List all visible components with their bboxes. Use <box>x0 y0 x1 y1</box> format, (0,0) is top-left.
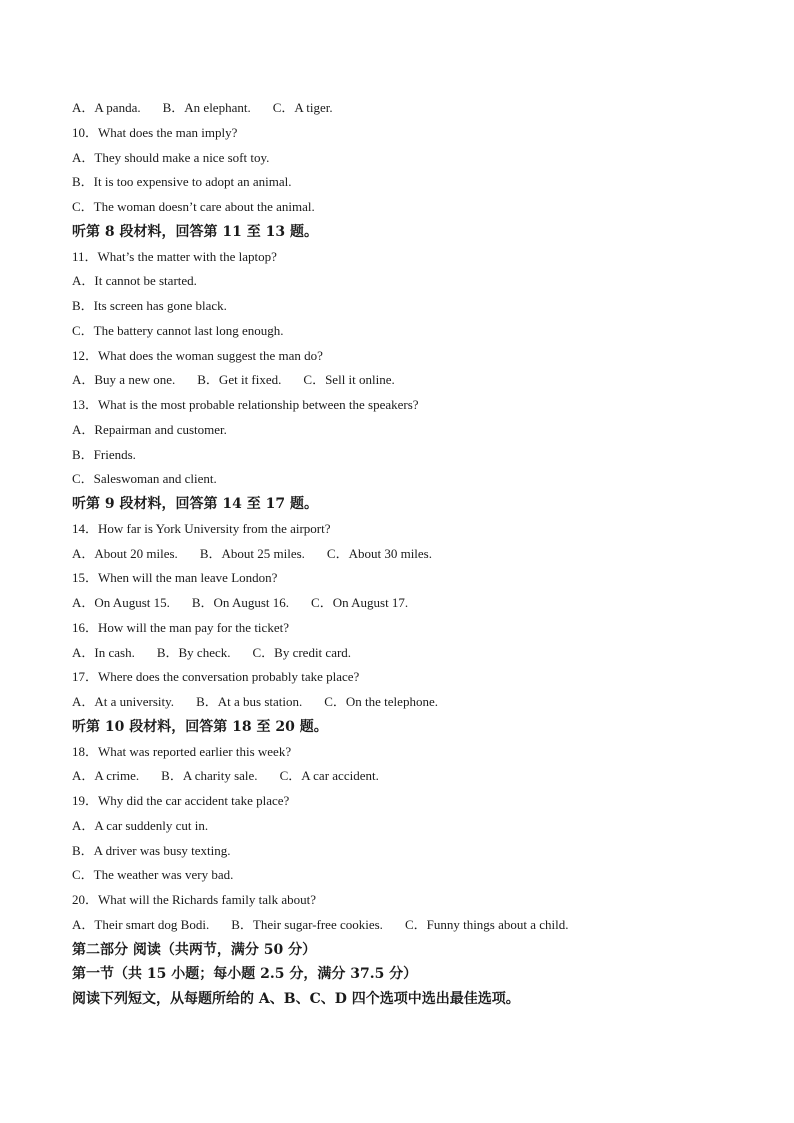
question-line: C．The battery cannot last long enough. <box>72 322 284 338</box>
question-line: 19．Why did the car accident take place? <box>72 793 290 808</box>
option-row <box>72 591 732 616</box>
section-heading: 第一节（共 15 小题；每小题 2.5 分，满分 37.5 分） <box>72 966 418 983</box>
answer-option: B．About 25 miles. <box>199 545 305 561</box>
answer-option: B．At a bus station. <box>196 694 303 709</box>
question-line: 13．What is the most probable relationship between the speakers? <box>72 397 419 412</box>
question-line: 15．When will the man leave London? <box>72 570 278 586</box>
section-heading: 第二部分 阅读（共两节，满分 50 分） <box>72 941 317 958</box>
section-heading: 听第 10 段材料，回答第 18 至 20 题。 <box>72 718 328 735</box>
answer-option: C．A car accident. <box>279 768 379 784</box>
answer-option: A．A panda. <box>72 100 141 115</box>
answer-option: A．At a university. <box>72 694 175 709</box>
question-line: B．Friends. <box>72 446 136 462</box>
section-heading: 听第 8 段材料，回答第 11 至 13 题。 <box>72 223 318 240</box>
question-line: B．Its screen has gone black. <box>72 298 227 313</box>
question-line: A．A car suddenly cut in. <box>72 817 209 833</box>
answer-option: C．Funny things about a child. <box>404 916 569 932</box>
answer-option: A．On August 15. <box>72 595 170 610</box>
exam-page <box>72 96 732 1012</box>
question-line: A．They should make a nice soft toy. <box>72 149 270 165</box>
question-line: A．Repairman and customer. <box>72 421 227 437</box>
question-line: 14．How far is York University from the airport? <box>72 520 331 536</box>
answer-option: C．On the telephone. <box>324 694 438 709</box>
answer-option: B．On August 16. <box>191 595 290 610</box>
answer-option: B．An elephant. <box>162 100 251 115</box>
question-line: 12．What does the woman suggest the man do? <box>72 347 323 363</box>
question-line: 10．What does the man imply? <box>72 124 238 140</box>
answer-option: C．About 30 miles. <box>326 545 432 561</box>
answer-option: C．On August 17. <box>311 595 409 610</box>
section-heading: 阅读下列短文，从每题所给的 A、B、C、D 四个选项中选出最佳选项。 <box>72 991 520 1007</box>
answer-option: C．By credit card. <box>252 644 352 660</box>
question-line: 18．What was reported earlier this week? <box>72 743 292 759</box>
question-line: B．A driver was busy texting. <box>72 842 231 858</box>
option-row <box>72 764 732 789</box>
option-row <box>72 690 732 715</box>
question-line: 11．What’s the matter with the laptop? <box>72 248 277 264</box>
question-line: C．Saleswoman and client. <box>72 471 217 487</box>
question-line: C．The weather was very bad. <box>72 867 234 883</box>
answer-option: A．Buy a new one. <box>72 372 176 388</box>
question-line: 17．Where does the conversation probably take place? <box>72 669 360 685</box>
question-line: B．It is too expensive to adopt an animal. <box>72 174 292 190</box>
answer-option: C．Sell it online. <box>303 372 395 388</box>
answer-option: A．A crime. <box>72 768 140 784</box>
question-line: A．It cannot be started. <box>72 273 197 289</box>
answer-option: A．Their smart dog Bodi. <box>72 916 210 932</box>
answer-option: A．About 20 miles. <box>72 545 178 561</box>
answer-option: B．By check. <box>156 644 231 660</box>
option-row <box>72 542 732 567</box>
section-heading: 听第 9 段材料，回答第 14 至 17 题。 <box>72 496 318 512</box>
question-line: 16．How will the man pay for the ticket? <box>72 619 289 635</box>
answer-option: B．A charity sale. <box>161 768 258 784</box>
answer-option: B．Get it fixed. <box>197 372 282 388</box>
option-row <box>72 641 732 666</box>
answer-option: C．A tiger. <box>272 100 333 115</box>
question-line: C．The woman doesn’t care about the animal. <box>72 199 315 214</box>
answer-option: A．In cash. <box>72 644 135 660</box>
answer-option: B．Their sugar-free cookies. <box>231 916 383 932</box>
option-row <box>72 913 732 938</box>
option-row <box>72 368 732 393</box>
option-row <box>72 96 732 121</box>
question-line: 20．What will the Richards family talk about? <box>72 892 317 907</box>
